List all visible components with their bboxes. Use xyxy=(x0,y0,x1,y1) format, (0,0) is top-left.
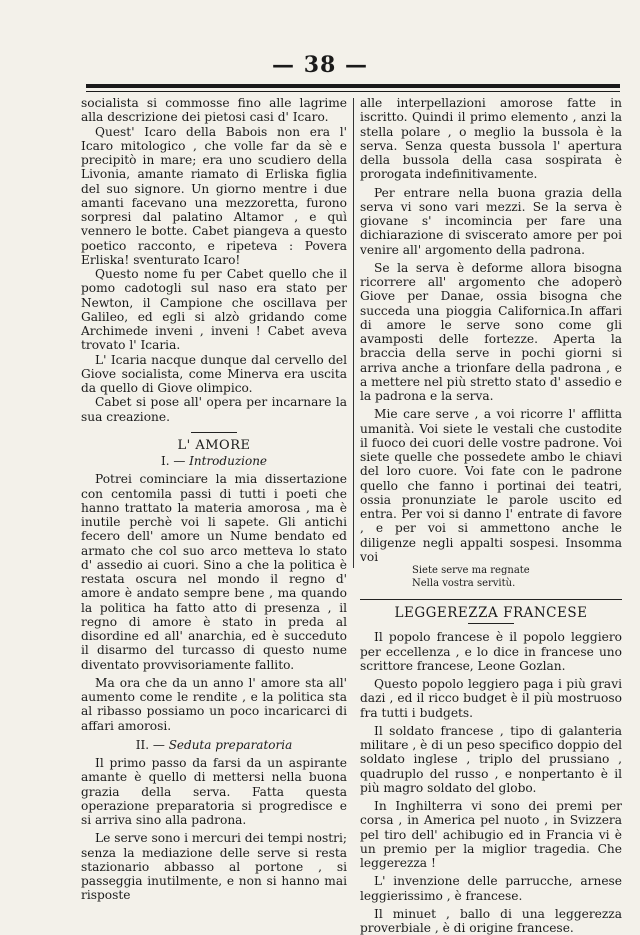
verse-line: Nella vostra servitù. xyxy=(412,578,516,589)
paragraph: L' Icaria nacque dunque dal cervello del Giove socialista, come Minerva era uscita da quello di Giove olimpico. xyxy=(81,352,347,395)
paragraph: Il minuet , ballo di una leggerezza proverbiale , è di origine francese. xyxy=(360,906,622,935)
paragraph: Per entrare nella buona grazia della serva vi sono vari mezzi. Se la serva è giovane s' incomincia per fare una dichiarazione di sviscerato amore per poi venire all' argomento della padrona. xyxy=(360,185,622,257)
subsection-heading xyxy=(81,738,347,752)
section-separator xyxy=(360,599,622,600)
paragraph: Mie care serve , a voi ricorre l' afflitta umanità. Voi siete le vestali che custodite il fuoco dei cuori delle vostre padrone. Voi siete quelle che possedete ambo le chiavi del loro cuore. Voi fate con le padrone quello che fanno i portinai dei teatri, ossia pronunziate le parole uscito ed entra. Per voi si danno l' entrate di favore , e per voi si ammettono anche le diligenze negli appalti sospesi. Insomma voi xyxy=(360,407,622,564)
paragraph: Se la serva è deforme allora bisogna ricorrere all' argomento che adoperò Giove per Danae, ossia bisogna che succeda una pioggia Californica.In affari di amore le serve sono come gli avamposti delle fortezze. Aperta la braccia della serve in pochi giorni si arriva anche a trionfare della padrona , e a mettere nel più stretto stato d' assedio e la padrona e la serva. xyxy=(360,260,622,403)
subsection-title: Seduta preparatoria xyxy=(168,737,293,752)
section-separator xyxy=(191,432,237,433)
paragraph: Cabet si pose all' opera per incarnare la sua creazione. xyxy=(81,395,347,424)
paragraph: L' invenzione delle parrucche, arnese leggierissimo , è francese. xyxy=(360,874,622,903)
paragraph: Le serve sono i mercuri dei tempi nostri; senza la mediazione delle serve si resta stazionario abbasso al portone , si passeggia inutilmente, e non si hanno mai risposte xyxy=(81,831,347,903)
header-rule-thin xyxy=(86,91,620,92)
header-rule-thick xyxy=(86,84,620,88)
column-divider xyxy=(353,98,354,568)
paragraph: Quest' Icaro della Babois non era l' Icaro mitologico , che volle far da sè e precipitò in mare; era uno scudiero della Livonia, amante riamato di Erliska figlia del suo signore. Un giorno mentre i due amanti facevano una mezzoretta, furono sorpresi dal palatino Altamor , e quì vennero le botte. Cabet piangeva a questo poetico racconto, e ripeteva : Povera Erliska! sventurato Icaro! xyxy=(81,124,347,267)
title-underline xyxy=(468,623,514,624)
paragraph: Ma ora che da un anno l' amore sta all' aumento come le rendite , e la politica sta al ribasso possiamo un poco incaricarci di affari amorosi. xyxy=(81,675,347,733)
paragraph: socialista si commosse fino alle lagrime alla descrizione dei pietosi casi d' Icaro. xyxy=(81,96,347,125)
section-title: L' AMORE xyxy=(177,437,251,453)
subsection-heading xyxy=(81,454,347,468)
left-column xyxy=(81,96,347,903)
subsection-numeral: II. — xyxy=(135,737,165,752)
right-column xyxy=(360,96,622,935)
paragraph: Il primo passo da farsi da un aspirante amante è quello di mettersi nella buona grazia della serva. Fatta questa operazione preparatoria si progredisce e si arriva sino alla padrona. xyxy=(81,756,347,827)
paragraph: Potrei cominciare la mia dissertazione con centomila passi di tutti i poeti che hanno trattato la materia amorosa , ma è inutile perchè voi li sapete. Gli antichi fecero dell' amore un Nume bendato ed armato che col suo arco metteva lo stato d' assedio ai cuori. Sino a che la politica è restata oscura nel mondo il regno d' amore è andato sempre bene , ma quando la politica ha fatto atto di presenza , il regno di amore è stato in preda al disordine ed all' anarchia, ed è succeduto il disarmo del turcasso di questo nume diventato provvisoriamente fallito. xyxy=(81,472,347,672)
paragraph: Questo popolo leggiero paga i più gravi dazi , ed il ricco budget è il più mostruoso fra tutti i budgets. xyxy=(360,677,622,720)
verse-line: Siete serve ma regnate xyxy=(412,565,530,576)
page-number: — 38 — xyxy=(272,52,368,78)
paragraph: Il popolo francese è il popolo leggiero per eccellenza , e lo dice in francese uno scrittore francese, Leone Gozlan. xyxy=(360,630,622,673)
paragraph: alle interpellazioni amorose fatte in iscritto. Quindi il primo elemento , anzi la stella polare , o meglio la bussola è la serva. Senza questa bussola l' apertura della bussola della casa sospirata è prorogata indefinitivamente. xyxy=(360,96,622,182)
paragraph: In Inghilterra vi sono dei premi per corsa , in America pel nuoto , in Svizzera pel tiro dell' achibugio ed in Francia vi è un premio per la miglior tragedia. Che leggerezza ! xyxy=(360,799,622,870)
subsection-title: Introduzione xyxy=(189,454,268,468)
paragraph: Il soldato francese , tipo di galanteria militare , è di un peso specifico doppio del soldato inglese , triplo del prussiano , quadruplo del russo , e nonpertanto è il più magro soldato del globo. xyxy=(360,723,622,795)
section-title: LEGGEREZZA FRANCESE xyxy=(394,605,588,621)
paragraph: Questo nome fu per Cabet quello che il pomo cadotogli sul naso era stato per Newton, il Campione che oscillava per Galileo, ed egli si alzò gridando come Archimede inveni , inveni ! Cabet aveva trovato l' Icaria. xyxy=(81,267,347,353)
subsection-numeral: I. — xyxy=(160,454,186,468)
